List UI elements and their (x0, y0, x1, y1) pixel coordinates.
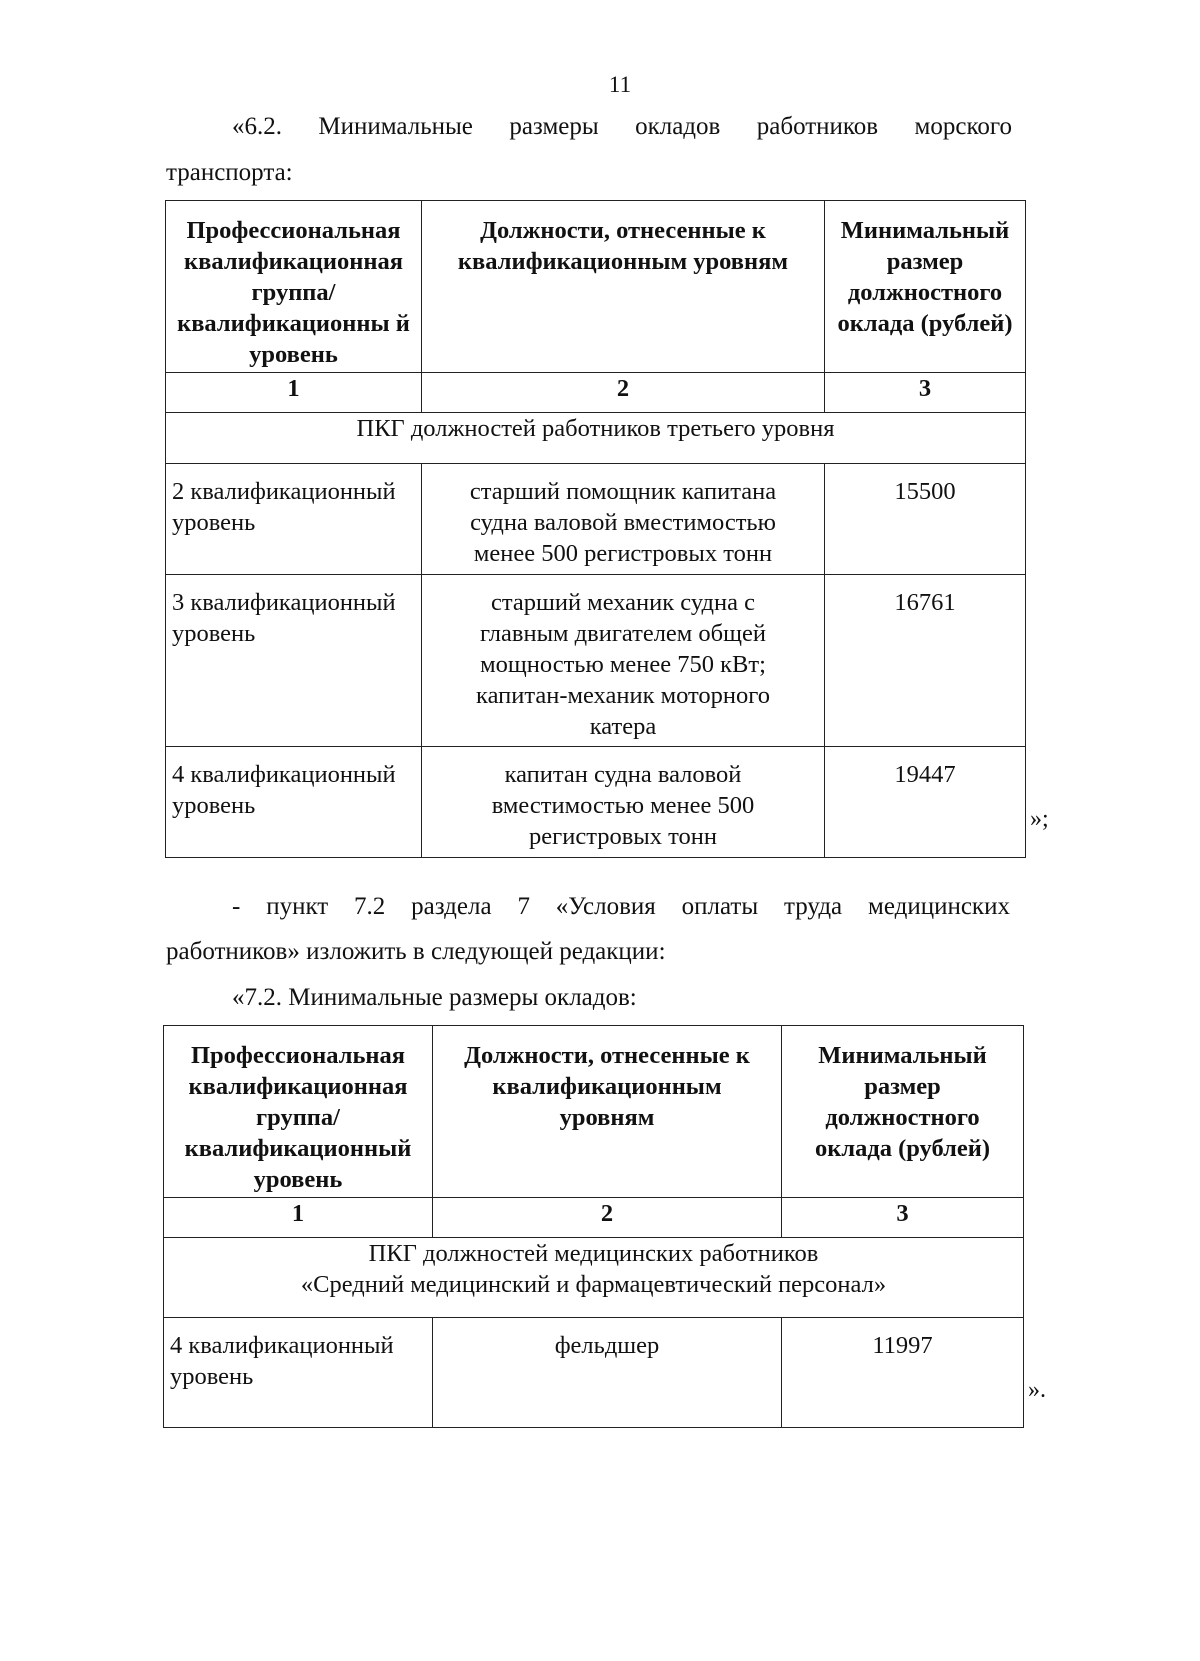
group-title-line: «Средний медицинский и фармацевтический персонал» (300, 1271, 887, 1298)
section-7-2-heading: «7.2. Минимальные размеры окладов: (232, 984, 637, 1011)
salary-table-marine (165, 200, 1026, 858)
salary-table-medical (163, 1025, 1024, 1428)
level-cell: 4 квалификационный уровень (166, 747, 422, 858)
table-header-row (166, 201, 1026, 373)
header-cell-positions: Должности, отнесенные к квалификационным уровням (433, 1026, 782, 1198)
positions-cell: старший помощник капитана судна валовой вместимостью менее 500 регистровых тонн (422, 464, 825, 575)
instruction-word: оплаты (681, 893, 759, 920)
positions-cell: старший механик судна с главным двигателем общей мощностью менее 750 кВт; капитан-механик моторного катера (422, 575, 825, 747)
level-cell: 4 квалификационный уровень (164, 1318, 433, 1428)
section-6-2-heading-cont: транспорта: (166, 159, 293, 186)
header-cell-group: Профессиональная квалификационная группа/ квалификационны й уровень (166, 201, 422, 373)
level-cell: 2 квалификационный уровень (166, 464, 422, 575)
header-cell-group: Профессиональная квалификационная группа/ квалификационный уровень (164, 1026, 433, 1198)
column-number: 3 (825, 373, 1026, 413)
column-number: 3 (782, 1198, 1024, 1238)
table-header-row (164, 1026, 1024, 1198)
table-row (166, 575, 1026, 747)
page-number: 11 (608, 72, 632, 97)
instruction-word: 7 (517, 893, 530, 920)
instruction-word: труда (784, 893, 843, 920)
header-cell-salary: Минимальный размер должностного оклада (рублей) (825, 201, 1026, 373)
salary-cell: 15500 (825, 464, 1026, 575)
table2-closing-quote: ». (1028, 1377, 1046, 1403)
instruction-word: «Условия (555, 893, 656, 920)
positions-cell: фельдшер (433, 1318, 782, 1428)
section-6-2-heading (232, 112, 1012, 142)
instruction-word: пункт (266, 893, 329, 920)
column-number: 1 (166, 373, 422, 413)
section-7-2-instruction (232, 892, 1010, 922)
column-number-row (164, 1198, 1024, 1238)
heading-word: морского (914, 113, 1012, 140)
heading-word: «6.2. (232, 113, 282, 140)
group-title-row (164, 1238, 1024, 1318)
heading-word: размеры (509, 113, 599, 140)
group-title (164, 1238, 1024, 1318)
level-cell: 3 квалификационный уровень (166, 575, 422, 747)
heading-word: Минимальные (318, 113, 473, 140)
instruction-word: медицинских (868, 893, 1010, 920)
header-cell-salary: Минимальный размер должностного оклада (рублей) (782, 1026, 1024, 1198)
group-title: ПКГ должностей работников третьего уровня (166, 413, 1026, 464)
section-7-2-instruction-cont: работников» изложить в следующей редакции: (166, 938, 666, 965)
instruction-word: 7.2 (354, 893, 386, 920)
table-row (166, 747, 1026, 858)
heading-word: работников (756, 113, 879, 140)
table1-closing-quote: »; (1030, 806, 1049, 832)
salary-cell: 19447 (825, 747, 1026, 858)
header-cell-positions: Должности, отнесенные к квалификационным уровням (422, 201, 825, 373)
column-number-row (166, 373, 1026, 413)
instruction-word: раздела (411, 893, 492, 920)
table-row (166, 464, 1026, 575)
table-row (164, 1318, 1024, 1428)
positions-cell: капитан судна валовой вместимостью менее 500 регистровых тонн (422, 747, 825, 858)
group-title-line: ПКГ должностей медицинских работников (368, 1240, 819, 1267)
column-number: 2 (433, 1198, 782, 1238)
salary-cell: 11997 (782, 1318, 1024, 1428)
column-number: 1 (164, 1198, 433, 1238)
group-title-row (166, 413, 1026, 464)
salary-cell: 16761 (825, 575, 1026, 747)
heading-word: окладов (635, 113, 721, 140)
column-number: 2 (422, 373, 825, 413)
instruction-word: - (232, 893, 241, 920)
